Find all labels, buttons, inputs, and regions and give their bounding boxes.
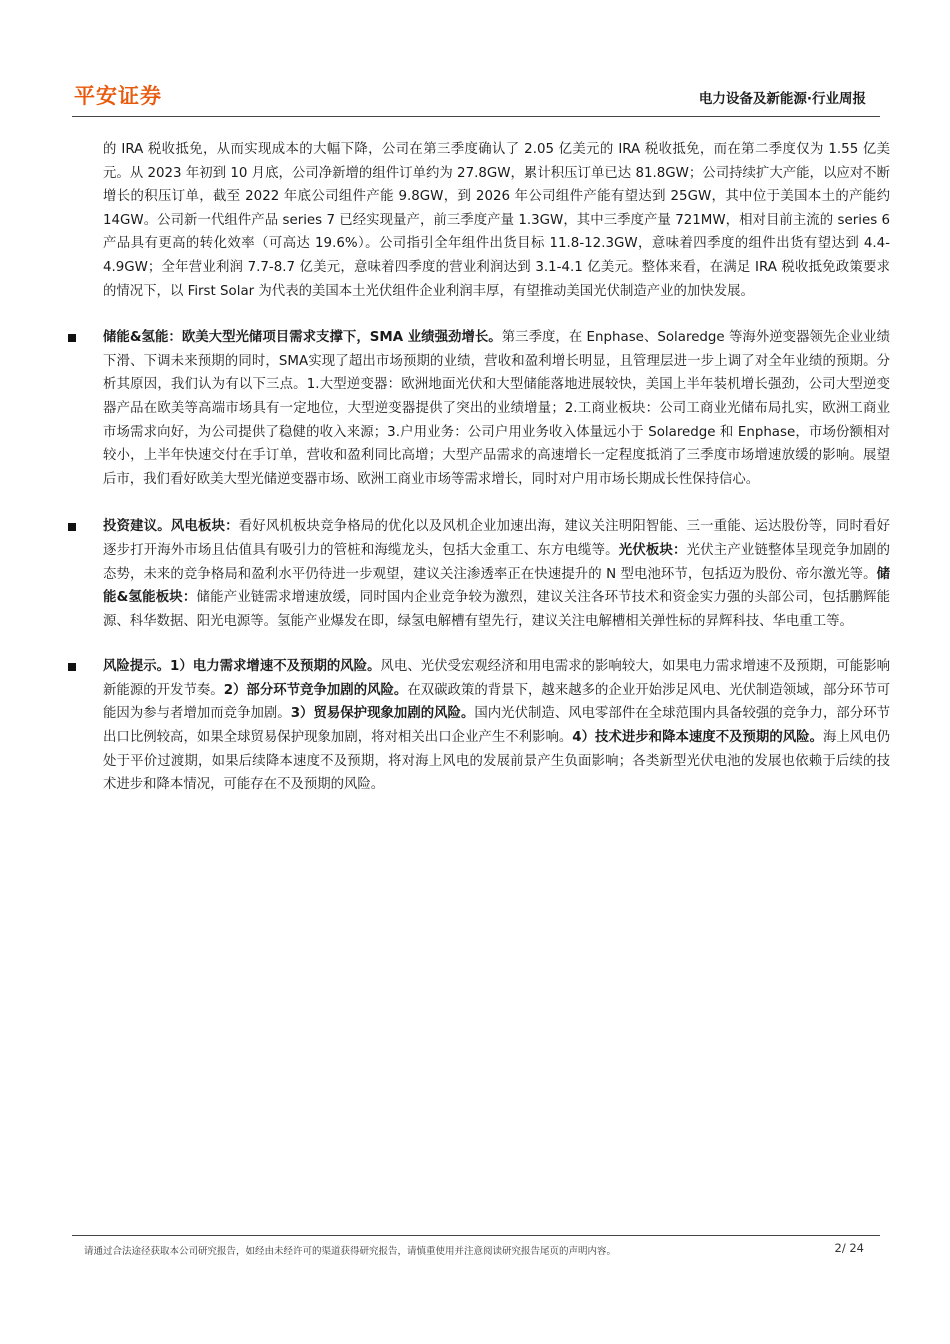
investment-paragraph <box>103 515 890 633</box>
risk-lead-1: 风险提示。1）电力需求增速不及预期的风险。 <box>103 659 381 675</box>
report-type-label: 电力设备及新能源·行业周报 <box>698 91 866 107</box>
risk-text-3: 国内光伏制造、风电零部件在全球范围内具备较强的竞争力，部分环节出口比例较高，如果全球贸易保护现象加剧，将对相关出口企业产生不利影响。 <box>103 706 890 746</box>
bullet-square-icon <box>68 663 76 671</box>
footer-divider <box>72 1235 880 1236</box>
storage-paragraph <box>103 326 890 491</box>
storage-lead: 储能&氢能：欧美大型光储项目需求支撑下，SMA 业绩强劲增长。 <box>103 330 502 346</box>
investment-text-pv: 光伏主产业链整体呈现竞争加剧的态势，未来的竞争格局和盈利水平仍待进一步观望，建议关注渗透率正在快速提升的 N 型电池环节，包括迈为股份、帝尔激光等。 <box>103 542 891 582</box>
page-footer <box>72 1235 880 1275</box>
investment-lead-wind: 投资建议。风电板块： <box>103 519 239 535</box>
bullet-square-icon <box>68 523 76 531</box>
brand-logo: 平安证券 <box>74 83 162 108</box>
investment-text-wind: 看好风机板块竞争格局的优化以及风机企业加速出海，建议关注明阳智能、三一重能、运达股份等，同时看好逐步打开海外市场且估值具有吸引力的管桩和海缆龙头，包括大金重工、东方电缆等。 <box>103 519 891 558</box>
investment-lead-pv: 光伏板块： <box>618 542 687 558</box>
risk-lead-3: 3）贸易保护现象加剧的风险。 <box>290 706 475 722</box>
investment-text-storage: 储能产业链需求增速放缓，同时国内企业竞争较为激烈，建议关注各环节技术和资金实力强的头部公司，包括鹏辉能源、科华数据、阳光电源等。氢能产业爆发在即，绿氢电解槽有望先行，建议关注电解槽相关弹性标的昇辉科技、华电重工等。 <box>103 590 891 629</box>
bullet-square-icon <box>68 334 76 342</box>
report-body <box>103 138 890 797</box>
page-header <box>72 76 880 118</box>
risk-text-2: 在双碳政策的背景下，越来越多的企业开始涉足风电、光伏制造领域，部分环节可能因为参与者增加而竞争加剧。 <box>103 682 891 722</box>
risk-text-1: 风电、光伏受宏观经济和用电需求的影响较大，如果电力需求增速不及预期，可能影响新能源的开发节奏。 <box>103 659 890 698</box>
risk-paragraph <box>103 655 890 797</box>
storage-body: 第三季度，在 Enphase、Solaredge 等海外逆变器领先企业业绩下滑、下调未来预期的同时，SMA实现了超出市场预期的业绩，营收和盈利增长明显，且管理层进一步上调了对全年业绩的预期。分析其原因，我们认为有以下三点。1.大型逆变器：欧洲地面光伏和大型储能落地进展较快，美国上半年装机增长强劲，公司大型逆变器产品在欧美等高端市场具有一定地位，大型逆变器提供了突出的业绩增量；2.工商业板块：公司工商业光储布局扎实，欧洲工商业市场需求向好，为公司提供了稳健的收入来源；3.户用业务：公司户用业务收入体量远小于 Solaredge 和 Enphase，市场份额相对较小，上半年快速交付在手订单，营收和盈利同比高增；大型产品需求的高速增长一定程度抵消了三季度市场增速放缓的影响。展望后市，我们看好欧美大型光储逆变器市场、欧洲工商业市场等需求增长，同时对户用市场长期成长性保持信心。 <box>103 330 890 487</box>
risk-lead-2: 2）部分环节竞争加剧的风险。 <box>223 682 408 698</box>
investment-lead-storage: 储能&氢能板块： <box>103 566 890 606</box>
section-risk-warning <box>103 655 890 797</box>
header-divider <box>72 116 880 117</box>
section-storage-hydrogen <box>103 326 890 491</box>
footer-disclaimer: 请通过合法途径获取本公司研究报告，如经由未经许可的渠道获得研究报告，请慎重使用并注意阅读研究报告尾页的声明内容。 <box>84 1246 617 1257</box>
section-investment-advice <box>103 515 890 633</box>
risk-lead-4: 4）技术进步和降本速度不及预期的风险。 <box>572 730 823 746</box>
risk-text-4: 海上风电仍处于平价过渡期，如果后续降本速度不及预期，将对海上风电的发展前景产生负面影响；各类新型光伏电池的发展也依赖于后续的技术进步和降本情况，可能存在不及预期的风险。 <box>103 730 891 793</box>
intro-paragraph: 的 IRA 税收抵免，从而实现成本的大幅下降，公司在第三季度确认了 2.05 亿美元的 IRA 税收抵免，而在第二季度仅为 1.55 亿美元。从 2023 年初到 10 月底，公司净新增的组件订单约为 27.8GW，累计积压订单已达 81.8GW；公司持续扩大产能，以应对不断增长的积压订单，截至 2022 年底公司组件产能 9.8GW，到 2026 年公司组件产能有望达到 25GW，其中位于美国本土的产能约 14GW。公司新一代组件产品 series 7 已经实现量产，前三季度产量 1.3GW，其中三季度产量 721MW，相对目前主流的 series 6 产品具有更高的转化效率（可高达 19.6%）。公司指引全年组件出货目标 11.8-12.3GW，意味着四季度的组件出货有望达到 4.4-4.9GW；全年营业利润 7.7-8.7 亿美元，意味着四季度的营业利润达到 3.1-4.1 亿美元。整体来看，在满足 IRA 税收抵免政策要求的情况下，以 First Solar 为代表的美国本土光伏组件企业利润丰厚，有望推动美国光伏制造产业的加快发展。 <box>103 142 890 299</box>
page-number: 2/ 24 <box>834 1241 864 1255</box>
